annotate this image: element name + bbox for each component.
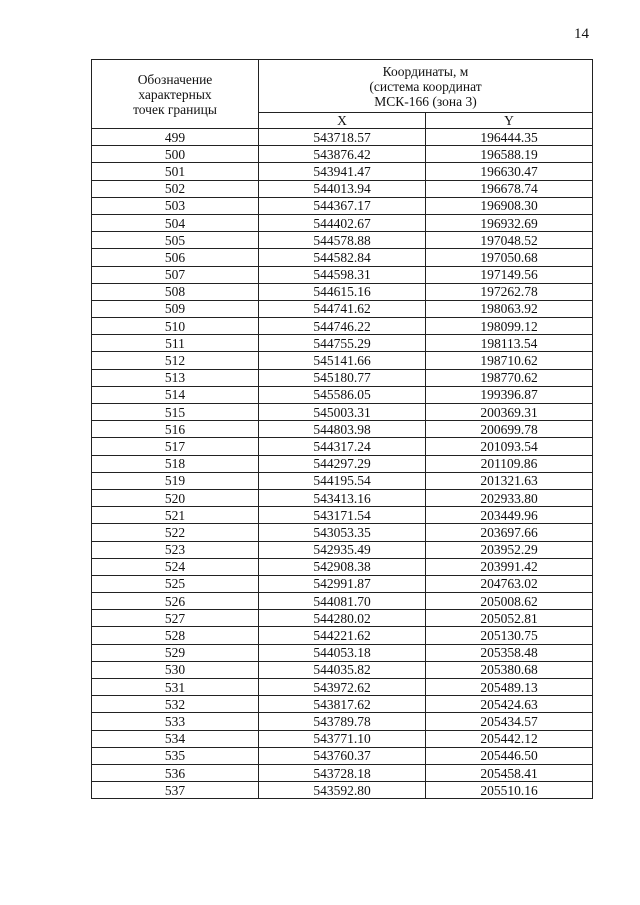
y-coordinate-cell: 200699.78	[426, 421, 593, 438]
y-coordinate-cell: 205458.41	[426, 764, 593, 781]
point-number-cell: 501	[92, 163, 259, 180]
y-coordinate-cell: 203449.96	[426, 507, 593, 524]
point-designation-header	[92, 60, 259, 129]
table-row	[92, 747, 593, 764]
y-coordinate-cell: 196908.30	[426, 197, 593, 214]
point-header-line: Обозначение	[137, 71, 213, 87]
y-coordinate-cell: 197048.52	[426, 232, 593, 249]
x-column-header: X	[259, 113, 426, 129]
point-number-cell: 518	[92, 455, 259, 472]
x-coordinate-cell: 543817.62	[259, 696, 426, 713]
coordinates-header	[259, 60, 593, 113]
point-number-cell: 515	[92, 404, 259, 421]
x-coordinate-cell: 543171.54	[259, 507, 426, 524]
point-number-cell: 507	[92, 266, 259, 283]
table-row	[92, 266, 593, 283]
y-coordinate-cell: 196932.69	[426, 214, 593, 231]
table-row	[92, 300, 593, 317]
point-number-cell: 500	[92, 146, 259, 163]
table-row	[92, 524, 593, 541]
table-row	[92, 455, 593, 472]
table-row	[92, 782, 593, 799]
y-coordinate-cell: 205434.57	[426, 713, 593, 730]
x-coordinate-cell: 545180.77	[259, 369, 426, 386]
table-row	[92, 438, 593, 455]
point-number-cell: 511	[92, 335, 259, 352]
x-coordinate-cell: 544402.67	[259, 214, 426, 231]
table-row	[92, 404, 593, 421]
y-coordinate-cell: 197149.56	[426, 266, 593, 283]
table-row	[92, 352, 593, 369]
table-row	[92, 764, 593, 781]
x-coordinate-cell: 544280.02	[259, 610, 426, 627]
y-coordinate-cell: 205358.48	[426, 644, 593, 661]
point-number-cell: 530	[92, 661, 259, 678]
x-coordinate-cell: 544582.84	[259, 249, 426, 266]
y-coordinate-cell: 199396.87	[426, 386, 593, 403]
table-row	[92, 232, 593, 249]
point-number-cell: 512	[92, 352, 259, 369]
point-number-cell: 516	[92, 421, 259, 438]
table-row	[92, 610, 593, 627]
x-coordinate-cell: 544081.70	[259, 593, 426, 610]
coords-header-line: (система координат	[369, 78, 482, 94]
point-number-cell: 503	[92, 197, 259, 214]
point-number-cell: 531	[92, 679, 259, 696]
table-row	[92, 318, 593, 335]
x-coordinate-cell: 544803.98	[259, 421, 426, 438]
x-coordinate-cell: 544221.62	[259, 627, 426, 644]
point-number-cell: 499	[92, 129, 259, 146]
x-coordinate-cell: 543972.62	[259, 679, 426, 696]
y-coordinate-cell: 205130.75	[426, 627, 593, 644]
y-coordinate-cell: 203952.29	[426, 541, 593, 558]
point-number-cell: 527	[92, 610, 259, 627]
y-coordinate-cell: 205442.12	[426, 730, 593, 747]
table-row	[92, 146, 593, 163]
point-number-cell: 536	[92, 764, 259, 781]
x-coordinate-cell: 543771.10	[259, 730, 426, 747]
point-number-cell: 504	[92, 214, 259, 231]
point-header-line: точек границы	[133, 101, 217, 117]
coords-header-line: МСК-166 (зона 3)	[374, 93, 477, 109]
x-coordinate-cell: 545003.31	[259, 404, 426, 421]
x-coordinate-cell: 545586.05	[259, 386, 426, 403]
coords-header-line: Координаты, м	[382, 63, 469, 79]
y-coordinate-cell: 205446.50	[426, 747, 593, 764]
y-coordinate-cell: 197262.78	[426, 283, 593, 300]
y-coordinate-cell: 201093.54	[426, 438, 593, 455]
table-row	[92, 679, 593, 696]
table-row	[92, 369, 593, 386]
y-coordinate-cell: 202933.80	[426, 489, 593, 506]
point-number-cell: 519	[92, 472, 259, 489]
page-number: 14	[574, 26, 589, 42]
table-row	[92, 713, 593, 730]
x-coordinate-cell: 544035.82	[259, 661, 426, 678]
point-number-cell: 502	[92, 180, 259, 197]
x-coordinate-cell: 543718.57	[259, 129, 426, 146]
y-coordinate-cell: 203697.66	[426, 524, 593, 541]
table-row	[92, 283, 593, 300]
point-number-cell: 514	[92, 386, 259, 403]
table-row	[92, 593, 593, 610]
x-coordinate-cell: 544746.22	[259, 318, 426, 335]
table-row	[92, 214, 593, 231]
table-row	[92, 197, 593, 214]
point-number-cell: 523	[92, 541, 259, 558]
x-coordinate-cell: 544741.62	[259, 300, 426, 317]
x-coordinate-cell: 544755.29	[259, 335, 426, 352]
y-coordinate-cell: 203991.42	[426, 558, 593, 575]
table-row	[92, 249, 593, 266]
table-row	[92, 661, 593, 678]
x-coordinate-cell: 543941.47	[259, 163, 426, 180]
y-coordinate-cell: 198113.54	[426, 335, 593, 352]
point-number-cell: 520	[92, 489, 259, 506]
x-coordinate-cell: 543876.42	[259, 146, 426, 163]
point-number-cell: 517	[92, 438, 259, 455]
y-coordinate-cell: 198710.62	[426, 352, 593, 369]
y-coordinate-cell: 205380.68	[426, 661, 593, 678]
y-coordinate-cell: 205424.63	[426, 696, 593, 713]
y-coordinate-cell: 198770.62	[426, 369, 593, 386]
point-number-cell: 526	[92, 593, 259, 610]
point-number-cell: 525	[92, 575, 259, 592]
y-coordinate-cell: 204763.02	[426, 575, 593, 592]
point-number-cell: 505	[92, 232, 259, 249]
point-number-cell: 521	[92, 507, 259, 524]
table-row	[92, 129, 593, 146]
y-coordinate-cell: 198063.92	[426, 300, 593, 317]
x-coordinate-cell: 542908.38	[259, 558, 426, 575]
point-number-cell: 533	[92, 713, 259, 730]
x-coordinate-cell: 544053.18	[259, 644, 426, 661]
table-row	[92, 575, 593, 592]
x-coordinate-cell: 543053.35	[259, 524, 426, 541]
point-number-cell: 509	[92, 300, 259, 317]
x-coordinate-cell: 544367.17	[259, 197, 426, 214]
table-row	[92, 730, 593, 747]
table-row	[92, 421, 593, 438]
point-number-cell: 535	[92, 747, 259, 764]
y-coordinate-cell: 205489.13	[426, 679, 593, 696]
table-row	[92, 335, 593, 352]
table-row	[92, 507, 593, 524]
table-row	[92, 696, 593, 713]
x-coordinate-cell: 542991.87	[259, 575, 426, 592]
y-column-header: Y	[426, 113, 593, 129]
point-number-cell: 532	[92, 696, 259, 713]
table-header	[92, 60, 593, 129]
coordinates-table	[91, 59, 593, 799]
x-coordinate-cell: 543789.78	[259, 713, 426, 730]
table-row	[92, 627, 593, 644]
y-coordinate-cell: 200369.31	[426, 404, 593, 421]
y-coordinate-cell: 196678.74	[426, 180, 593, 197]
y-coordinate-cell: 205052.81	[426, 610, 593, 627]
point-header-line: характерных	[138, 86, 212, 102]
point-number-cell: 528	[92, 627, 259, 644]
point-number-cell: 506	[92, 249, 259, 266]
y-coordinate-cell: 196630.47	[426, 163, 593, 180]
x-coordinate-cell: 543413.16	[259, 489, 426, 506]
point-number-cell: 508	[92, 283, 259, 300]
x-coordinate-cell: 544598.31	[259, 266, 426, 283]
y-coordinate-cell: 205510.16	[426, 782, 593, 799]
table-row	[92, 386, 593, 403]
x-coordinate-cell: 544615.16	[259, 283, 426, 300]
x-coordinate-cell: 542935.49	[259, 541, 426, 558]
y-coordinate-cell: 196444.35	[426, 129, 593, 146]
x-coordinate-cell: 544195.54	[259, 472, 426, 489]
x-coordinate-cell: 544317.24	[259, 438, 426, 455]
table-row	[92, 180, 593, 197]
x-coordinate-cell: 544578.88	[259, 232, 426, 249]
y-coordinate-cell: 198099.12	[426, 318, 593, 335]
table-body	[92, 129, 593, 799]
y-coordinate-cell: 197050.68	[426, 249, 593, 266]
table-row	[92, 541, 593, 558]
x-coordinate-cell: 543760.37	[259, 747, 426, 764]
table-row	[92, 644, 593, 661]
y-coordinate-cell: 205008.62	[426, 593, 593, 610]
x-coordinate-cell: 544297.29	[259, 455, 426, 472]
x-coordinate-cell: 545141.66	[259, 352, 426, 369]
point-number-cell: 534	[92, 730, 259, 747]
y-coordinate-cell: 201109.86	[426, 455, 593, 472]
point-number-cell: 529	[92, 644, 259, 661]
table-row	[92, 163, 593, 180]
point-number-cell: 522	[92, 524, 259, 541]
x-coordinate-cell: 544013.94	[259, 180, 426, 197]
table-row	[92, 558, 593, 575]
point-number-cell: 513	[92, 369, 259, 386]
point-number-cell: 537	[92, 782, 259, 799]
table-row	[92, 472, 593, 489]
y-coordinate-cell: 201321.63	[426, 472, 593, 489]
point-number-cell: 524	[92, 558, 259, 575]
table-row	[92, 489, 593, 506]
x-coordinate-cell: 543728.18	[259, 764, 426, 781]
point-number-cell: 510	[92, 318, 259, 335]
x-coordinate-cell: 543592.80	[259, 782, 426, 799]
y-coordinate-cell: 196588.19	[426, 146, 593, 163]
